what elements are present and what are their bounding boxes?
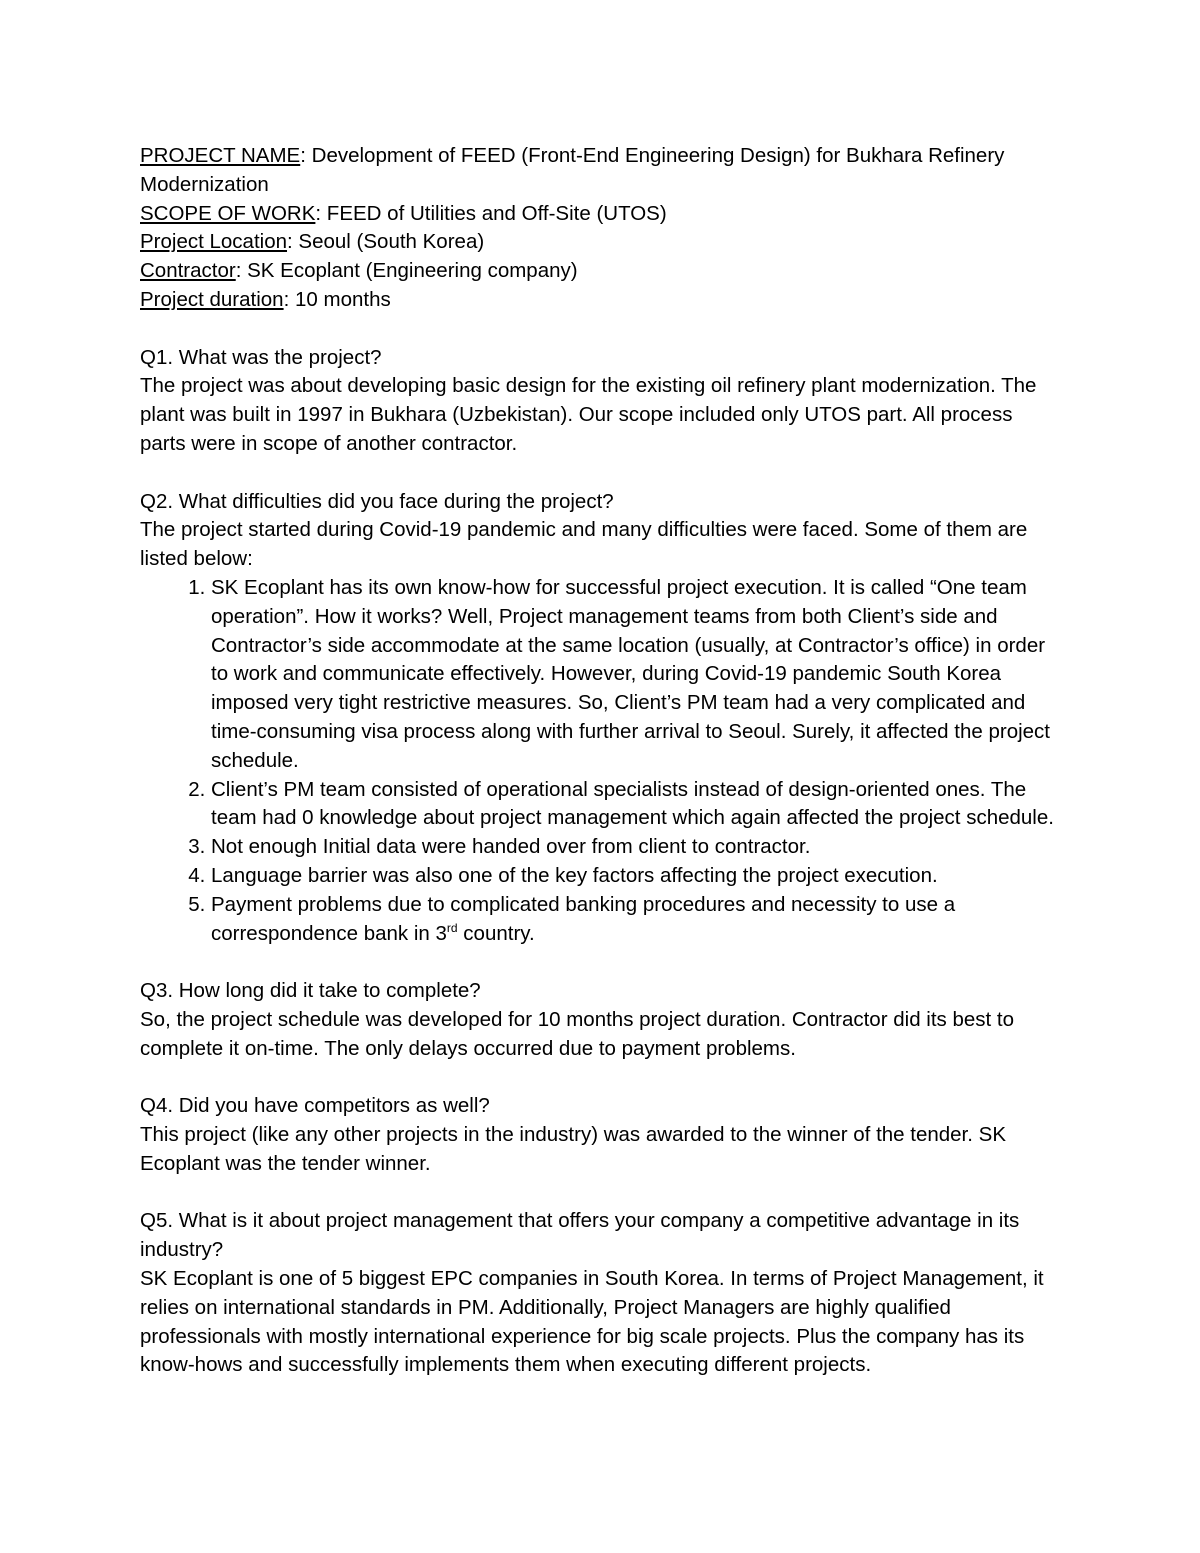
spacer bbox=[140, 1064, 1060, 1093]
project-name-line bbox=[140, 142, 1060, 200]
q3-question: Q3. How long did it take to complete? bbox=[140, 979, 481, 1003]
superscript: rd bbox=[446, 920, 458, 935]
scope-label: SCOPE OF WORK bbox=[140, 201, 316, 225]
q2-intro: The project started during Covid-19 pandemic and many difficulties were faced. Some of them are listed below: bbox=[140, 518, 1028, 571]
spacer bbox=[140, 1179, 1060, 1208]
scope-value: FEED of Utilities and Off-Site (UTOS) bbox=[321, 201, 667, 225]
list-item: 4. Language barrier was also one of the key factors affecting the project execution. bbox=[211, 862, 1060, 891]
contractor-label: Contractor bbox=[140, 259, 236, 283]
q4-answer: This project (like any other projects in the industry) was awarded to the winner of the tender. SK Ecoplant was the tender winner. bbox=[140, 1123, 1006, 1175]
colon: : bbox=[300, 144, 306, 167]
contractor-value: SK Ecoplant (Engineering company) bbox=[241, 259, 578, 283]
duration-value: 10 months bbox=[289, 287, 391, 311]
list-item: 1. SK Ecoplant has its own know-how for successful project execution. It is called “One team operation”. How it works? Well, Project management teams from both Client’s side and Contractor’s side accommodate at the same location (usually, at Contractor’s office) in order to work and communicate effectively. However, during Covid-19 pandemic South Korea imposed very tight restrictive measures. So, Client’s PM team had a very complicated and time-consuming visa process along with further arrival to Seoul. Surely, it affected the project schedule. bbox=[211, 574, 1060, 776]
q5-question: Q5. What is it about project management that offers your company a competitive advantage in its industry? bbox=[140, 1209, 1020, 1262]
spacer bbox=[140, 948, 1060, 977]
location-value: Seoul (South Korea) bbox=[292, 230, 485, 254]
q4-question: Q4. Did you have competitors as well? bbox=[140, 1094, 490, 1118]
project-name-label: PROJECT NAME bbox=[140, 144, 301, 167]
duration-label: Project duration bbox=[140, 287, 284, 311]
list-item: 2. Client’s PM team consisted of operational specialists instead of design-oriented ones. The team had 0 knowledge about project management which again affected the project schedule. bbox=[211, 776, 1060, 834]
spacer bbox=[140, 315, 1060, 344]
item5-text: Payment problems due to complicated banking procedures and necessity to use a correspondence bank in 3 bbox=[211, 892, 956, 945]
list-item: 3. Not enough Initial data were handed over from client to contractor. bbox=[211, 833, 1060, 862]
colon: : bbox=[315, 201, 322, 225]
list-item bbox=[211, 891, 1060, 949]
project-name-value: Development of FEED (Front-End Engineering Design) for Bukhara Refinery Modernization bbox=[140, 144, 1005, 196]
q1-question: Q1. What was the project? bbox=[140, 345, 382, 369]
q1-answer: The project was about developing basic design for the existing oil refinery plant modernization. The plant was built in 1997 in Bukhara (Uzbekistan). Our scope included only UTOS part. All process parts were in scope of another contractor. bbox=[140, 374, 1037, 455]
document-page bbox=[140, 142, 1060, 1380]
colon: : bbox=[235, 259, 242, 283]
difficulties-list bbox=[140, 574, 1060, 948]
duration-line bbox=[140, 286, 1060, 315]
scope-line bbox=[140, 200, 1060, 229]
item5-text-end: country. bbox=[457, 921, 535, 945]
colon: : bbox=[283, 287, 290, 311]
contractor-line bbox=[140, 257, 1060, 286]
q5-answer: SK Ecoplant is one of 5 biggest EPC companies in South Korea. In terms of Project Management, it relies on international standards in PM. Additionally, Project Managers are highly qualified professionals with mostly international experience for big scale projects. Plus the company has its know-hows and successfully implements them when executing different projects. bbox=[140, 1267, 1044, 1377]
location-label: Project Location bbox=[140, 230, 288, 254]
colon: : bbox=[287, 230, 293, 254]
q3-answer: So, the project schedule was developed for 10 months project duration. Contractor did its best to complete it on-time. The only delays occurred due to payment problems. bbox=[140, 1007, 1015, 1060]
location-line bbox=[140, 228, 1060, 257]
spacer bbox=[140, 459, 1060, 488]
q2-question: Q2. What difficulties did you face during the project? bbox=[140, 489, 614, 513]
